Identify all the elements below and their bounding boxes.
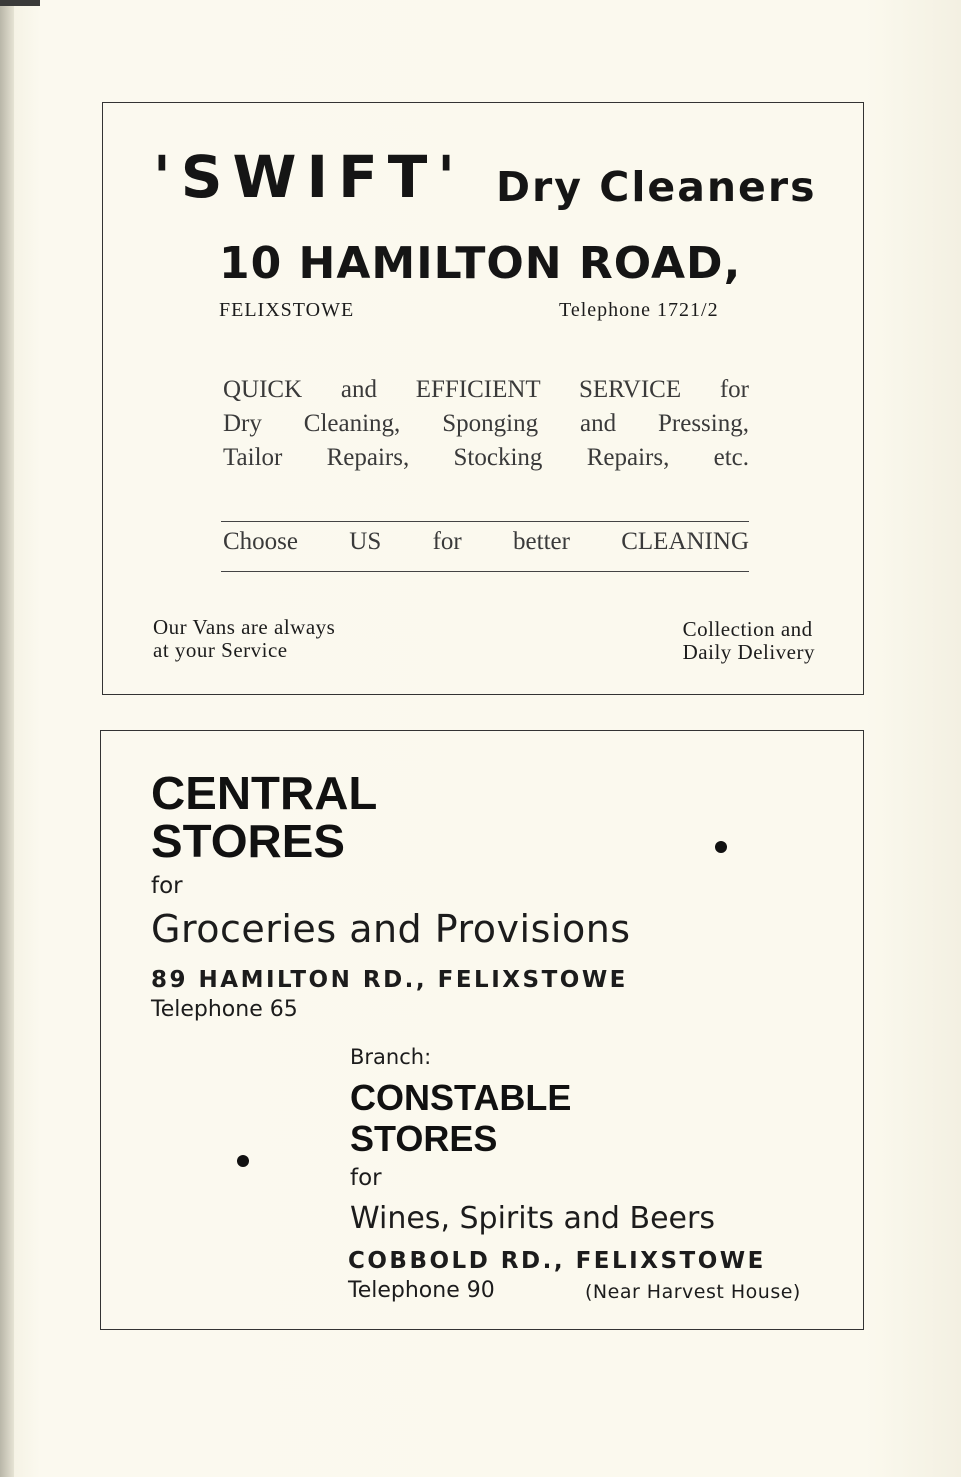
page-spine [0, 0, 14, 1477]
delivery-line: Collection and [682, 617, 813, 641]
delivery-line: Daily Delivery [682, 640, 815, 664]
slogan: Choose US for better CLEANING [223, 528, 749, 555]
swift-telephone: Telephone 1721/2 [559, 299, 719, 321]
branch-name-line: STORES [350, 1118, 498, 1159]
for-label: for [151, 873, 183, 899]
slogan-bottom-rule [221, 571, 749, 572]
swift-brand-word: 'SWIFT' [153, 143, 466, 211]
vans-line: Our Vans are always [153, 615, 336, 639]
central-address: 89 HAMILTON RD., FELIXSTOWE [151, 967, 628, 993]
vans-note [153, 616, 335, 662]
swift-brand-name [153, 143, 465, 211]
swift-dry-cleaners-advert [102, 102, 864, 695]
branch-address: COBBOLD RD., FELIXSTOWE [348, 1248, 766, 1274]
slogan-top-rule [221, 521, 749, 522]
central-telephone: Telephone 65 [151, 997, 298, 1022]
business-type: Dry Cleaners [496, 163, 817, 211]
branch-telephone: Telephone 90 [348, 1278, 495, 1303]
page-edge-mark [0, 0, 40, 6]
branch-for-label: for [350, 1165, 382, 1191]
service-line: Tailor Repairs, Stocking Repairs, etc. [223, 444, 749, 471]
swift-address: 10 HAMILTON ROAD, [219, 238, 742, 289]
bullet-dot [237, 1155, 249, 1167]
branch-name-line: CONSTABLE [350, 1077, 572, 1118]
bullet-dot [715, 841, 727, 853]
branch-goods: Wines, Spirits and Beers [350, 1201, 715, 1236]
goods-description: Groceries and Provisions [151, 907, 631, 951]
branch-label: Branch: [350, 1045, 432, 1069]
vans-line: at your Service [153, 638, 288, 662]
service-description [223, 373, 749, 475]
service-line: Dry Cleaning, Sponging and Pressing, [223, 410, 749, 437]
store-name-line: CENTRAL [151, 767, 378, 819]
central-stores-advert [100, 730, 864, 1330]
swift-town: FELIXSTOWE [219, 299, 355, 321]
branch-location-note: (Near Harvest House) [585, 1281, 801, 1303]
store-name-line: STORES [151, 815, 345, 867]
branch-store-name [350, 1077, 571, 1159]
delivery-note [683, 618, 815, 664]
service-line: QUICK and EFFICIENT SERVICE for [223, 376, 749, 403]
central-stores-name [151, 769, 377, 865]
